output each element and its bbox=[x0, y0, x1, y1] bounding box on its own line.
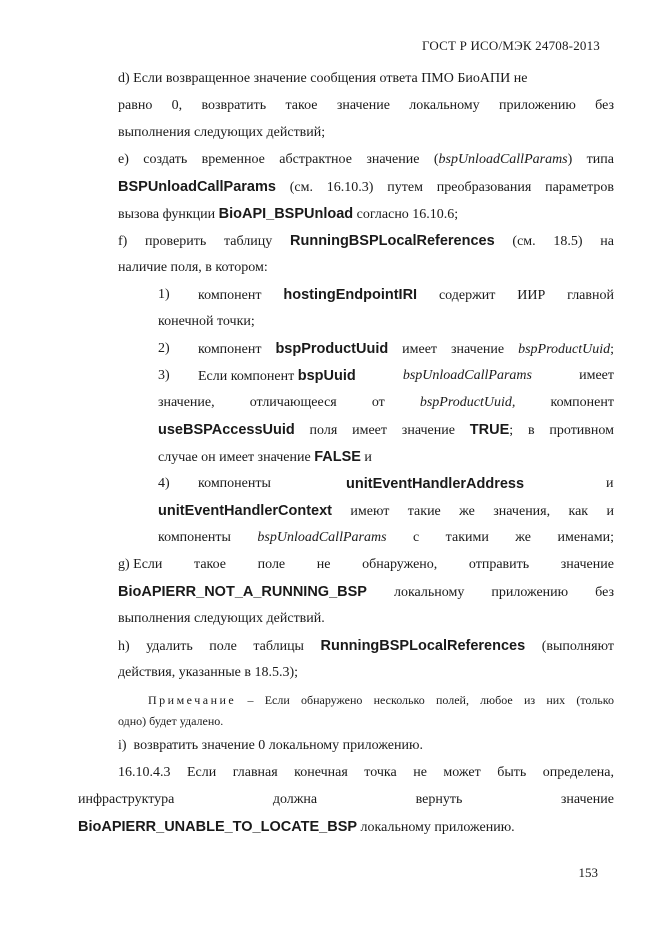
item-e-line-1 bbox=[118, 151, 614, 169]
sub2-number: 2) bbox=[158, 341, 170, 356]
sub3-text-2b: отличающееся bbox=[249, 395, 337, 410]
item-f-text-1c: (см. 18.5) на bbox=[494, 234, 614, 249]
running-header: ГОСТ Р ИСО/МЭК 24708-2013 bbox=[421, 38, 600, 53]
sub3-line-3 bbox=[158, 421, 614, 440]
sub3-number: 3) bbox=[158, 368, 170, 383]
sub1-line-2: конечной точки; bbox=[158, 314, 255, 329]
item-d-text-2: равно 0, возвратить такое значение локальному приложению без bbox=[118, 98, 614, 113]
item-g-bold-2: BioAPIERR_NOT_A_RUNNING_BSP bbox=[118, 584, 367, 600]
sub3-line-4 bbox=[158, 448, 372, 467]
sub4-line-2 bbox=[158, 502, 614, 521]
sub2-bold: bspProductUuid bbox=[275, 341, 389, 357]
item-f-bold-1: RunningBSPLocalReferences bbox=[290, 233, 495, 249]
sub4-text-1c: и bbox=[606, 476, 614, 491]
sub1-number: 1) bbox=[158, 287, 170, 302]
para-text-1: 16.10.4.3 Если главная конечная точка не может быть определена, bbox=[118, 765, 614, 780]
item-e-text-3c: согласно 16.10.6; bbox=[353, 207, 459, 222]
sub3-text-4c: и bbox=[360, 450, 372, 465]
sub4-number: 4) bbox=[158, 476, 170, 491]
item-f-line-1 bbox=[118, 232, 614, 251]
item-h-text-1a: h) удалить поле таблицы bbox=[118, 639, 321, 654]
sub4-italic-3: bspUnloadCallParams bbox=[257, 530, 387, 545]
sub2-text-a: компонент bbox=[198, 342, 276, 357]
sub3-italic-2: bspProductUuid, bbox=[419, 395, 516, 410]
item-e-italic-1: bspUnloadCallParams bbox=[438, 152, 568, 167]
note-line-2: одно) будет удалено. bbox=[118, 714, 224, 728]
sub2-text-e: ; bbox=[610, 342, 614, 357]
item-h-line-1 bbox=[118, 637, 614, 656]
item-e-line-2 bbox=[118, 178, 614, 197]
sub1-text-1c: содержит ИИР главной bbox=[417, 288, 614, 303]
sub4-text-2b: имеют такие же значения, как и bbox=[332, 504, 614, 519]
sub4-line-3 bbox=[158, 529, 614, 547]
page-number: 153 bbox=[578, 865, 598, 880]
item-g-text-1e: обнаружено, bbox=[362, 557, 438, 572]
para-line-1 bbox=[118, 764, 614, 782]
sub4-text-1a: компоненты bbox=[198, 476, 271, 491]
sub3-text-2e: компонент bbox=[550, 395, 614, 410]
sub3-text-1a: Если компонент bbox=[198, 369, 298, 384]
note-label: Примечание bbox=[148, 693, 237, 707]
para-text-3b: локальному приложению. bbox=[357, 820, 515, 835]
item-g-text-1c: поле bbox=[257, 557, 286, 572]
sub1-line-1 bbox=[198, 286, 614, 305]
item-g-text-1d: не bbox=[316, 557, 331, 572]
sub1-text-1a: компонент bbox=[198, 288, 284, 303]
item-d-line-2 bbox=[118, 97, 614, 115]
para-text-2b: должна bbox=[272, 792, 318, 807]
sub3-text-1d: имеет bbox=[579, 368, 614, 383]
sub2-text-c: имеет значение bbox=[388, 342, 519, 357]
item-e-line-3 bbox=[118, 205, 458, 224]
item-d-text-1: d) Если возвращенное значение сообщения ответа ПМО БиоАПИ не bbox=[118, 71, 528, 86]
sub2-line bbox=[198, 340, 614, 359]
sub3-text-2c: от bbox=[371, 395, 385, 410]
item-e-text-3a: вызова функции bbox=[118, 207, 219, 222]
item-d-line-1 bbox=[118, 70, 614, 88]
sub3-text-2a: значение, bbox=[158, 395, 215, 410]
item-g-text-1f: отправить bbox=[468, 557, 530, 572]
sub4-text-3c: с такими же именами; bbox=[386, 530, 615, 545]
sub4-bold-1: unitEventHandlerAddress bbox=[346, 476, 525, 492]
item-g-line-2 bbox=[118, 583, 614, 602]
item-h-line-2: действия, указанные в 18.5.3); bbox=[118, 665, 299, 680]
note-text-1: – Если обнаружено несколько полей, любое из них (только bbox=[236, 693, 614, 707]
item-e-bold-3: BioAPI_BSPUnload bbox=[218, 206, 354, 222]
sub3-bold-1: bspUuid bbox=[297, 368, 356, 384]
item-h-text-1c: (выполняют bbox=[525, 639, 614, 654]
sub4-text-3a: компоненты bbox=[158, 530, 258, 545]
item-h-bold-1: RunningBSPLocalReferences bbox=[320, 638, 526, 654]
sub1-bold-1: hostingEndpointIRI bbox=[283, 287, 418, 303]
sub3-bold-3c: TRUE bbox=[469, 422, 510, 438]
item-g-line-3: выполнения следующих действий. bbox=[118, 611, 325, 626]
para-text-2c: вернуть bbox=[415, 792, 463, 807]
item-g-text-1g: значение bbox=[560, 557, 614, 572]
sub3-italic-1: bspUnloadCallParams bbox=[402, 368, 532, 383]
sub3-line-1 bbox=[198, 367, 614, 386]
item-e-bold-2: BSPUnloadCallParams bbox=[118, 179, 276, 195]
para-bold-3: BioAPIERR_UNABLE_TO_LOCATE_BSP bbox=[78, 819, 358, 835]
sub3-line-2 bbox=[158, 394, 614, 412]
item-f-text-1a: f) проверить таблицу bbox=[118, 234, 291, 249]
item-f-line-2: наличие поля, в котором: bbox=[118, 260, 268, 275]
para-text-2a: инфраструктура bbox=[78, 792, 175, 807]
note-line-1 bbox=[148, 691, 614, 709]
item-d-line-3: выполнения следующих действий; bbox=[118, 125, 326, 140]
item-g-text-2b: локальному приложению без bbox=[366, 585, 614, 600]
sub4-bold-2: unitEventHandlerContext bbox=[158, 503, 333, 519]
item-g-text-1b: такое bbox=[194, 557, 227, 572]
sub3-bold-3a: useBSPAccessUuid bbox=[158, 422, 295, 438]
para-line-3 bbox=[78, 818, 515, 837]
item-e-text-2b: (см. 16.10.3) путем преобразования параметров bbox=[275, 180, 614, 195]
sub3-text-4a: случае он имеет значение bbox=[158, 450, 315, 465]
item-g-line-1 bbox=[118, 556, 614, 574]
para-line-2 bbox=[78, 791, 614, 809]
sub2-italic: bspProductUuid bbox=[518, 342, 611, 357]
item-i-line: i) возвратить значение 0 локальному приложению. bbox=[118, 738, 423, 753]
para-text-2d: значение bbox=[560, 792, 614, 807]
sub3-text-3b: поля имеет значение bbox=[294, 423, 470, 438]
item-e-text-1c: ) типа bbox=[567, 152, 614, 167]
sub3-text-3d: ; в противном bbox=[509, 423, 614, 438]
sub3-bold-4: FALSE bbox=[314, 449, 361, 465]
item-g-text-1a: g) Если bbox=[118, 557, 163, 572]
item-e-text-1a: е) создать временное абстрактное значение ( bbox=[118, 152, 439, 167]
